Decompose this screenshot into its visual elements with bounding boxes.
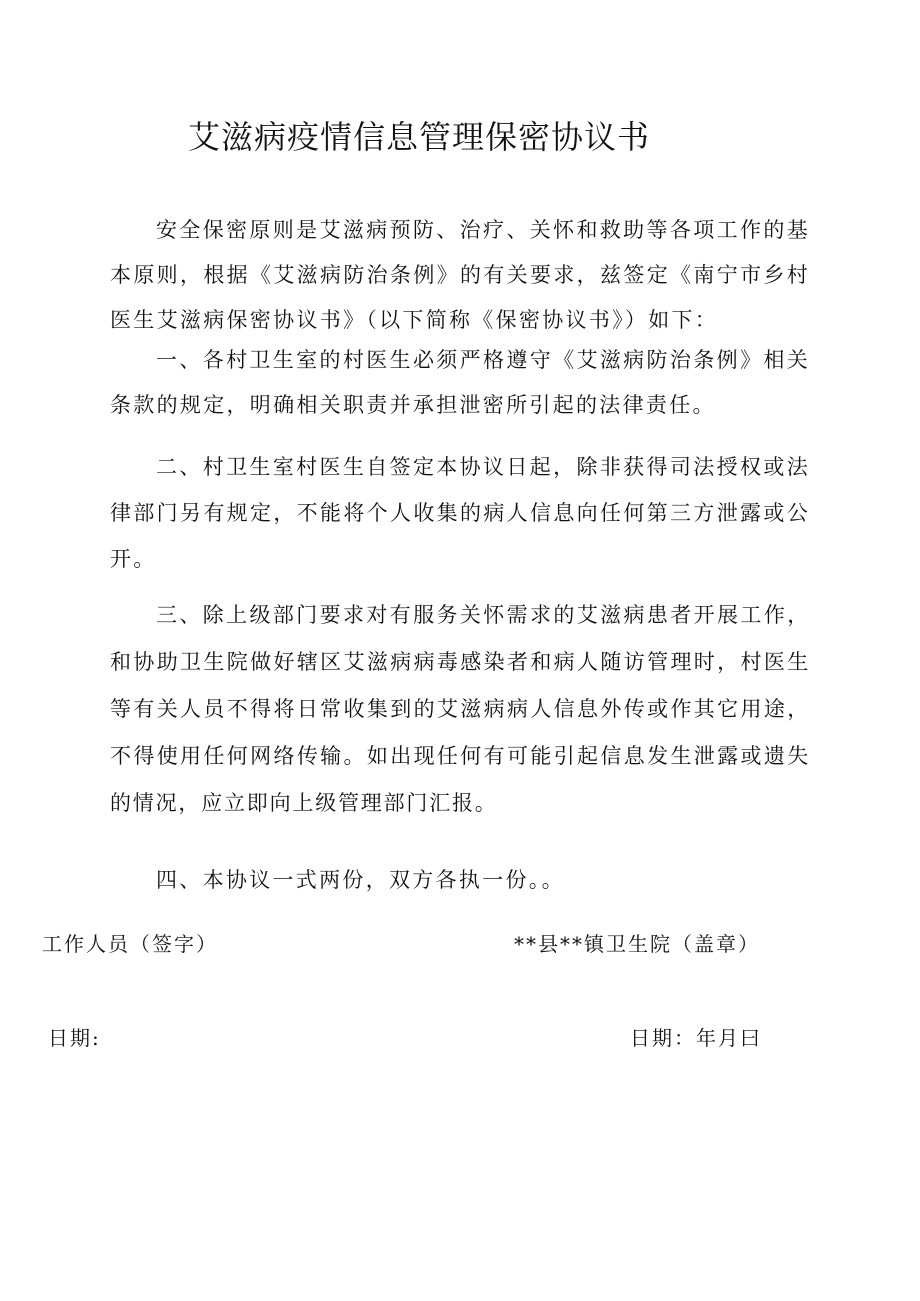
clause-1: 一、各村卫生室的村医生必须严格遵守《艾滋病防治条例》相关条款的规定，明确相关职责并承担泄密所引起的法律责任。	[110, 348, 810, 417]
hospital-date-label: 日期：年月曰	[630, 1026, 762, 1050]
hospital-seal-label: **县**镇卫生院（盖章）	[514, 932, 760, 956]
staff-signature-label: 工作人员（签字）	[42, 932, 218, 956]
document-title: 艾滋病疫情信息管理保密协议书	[188, 118, 651, 156]
staff-date-label: 日期:	[48, 1026, 101, 1050]
clause-3: 三、除上级部门要求对有服务关怀需求的艾滋病患者开展工作，和协助卫生院做好辖区艾滋病病毒感染者和病人随访管理时，村医生等有关人员不得将日常收集到的艾滋病病人信息外传或作其它用途，不得使用任何网络传输。如出现任何有可能引起信息发生泄露或遗失的情况，应立即向上级管理部门汇报。	[110, 603, 810, 815]
intro-paragraph: 安全保密原则是艾滋病预防、治疗、关怀和救助等各项工作的基本原则，根据《艾滋病防治条例》的有关要求，兹签定《南宁市乡村医生艾滋病保密协议书》（以下简称《保密协议书》）如下：	[110, 218, 810, 332]
clause-2: 二、村卫生室村医生自签定本协议日起，除非获得司法授权或法律部门另有规定，不能将个人收集的病人信息向任何第三方泄露或公开。	[110, 455, 810, 571]
clause-4: 四、本协议一式两份，双方各执一份。。	[156, 868, 565, 892]
